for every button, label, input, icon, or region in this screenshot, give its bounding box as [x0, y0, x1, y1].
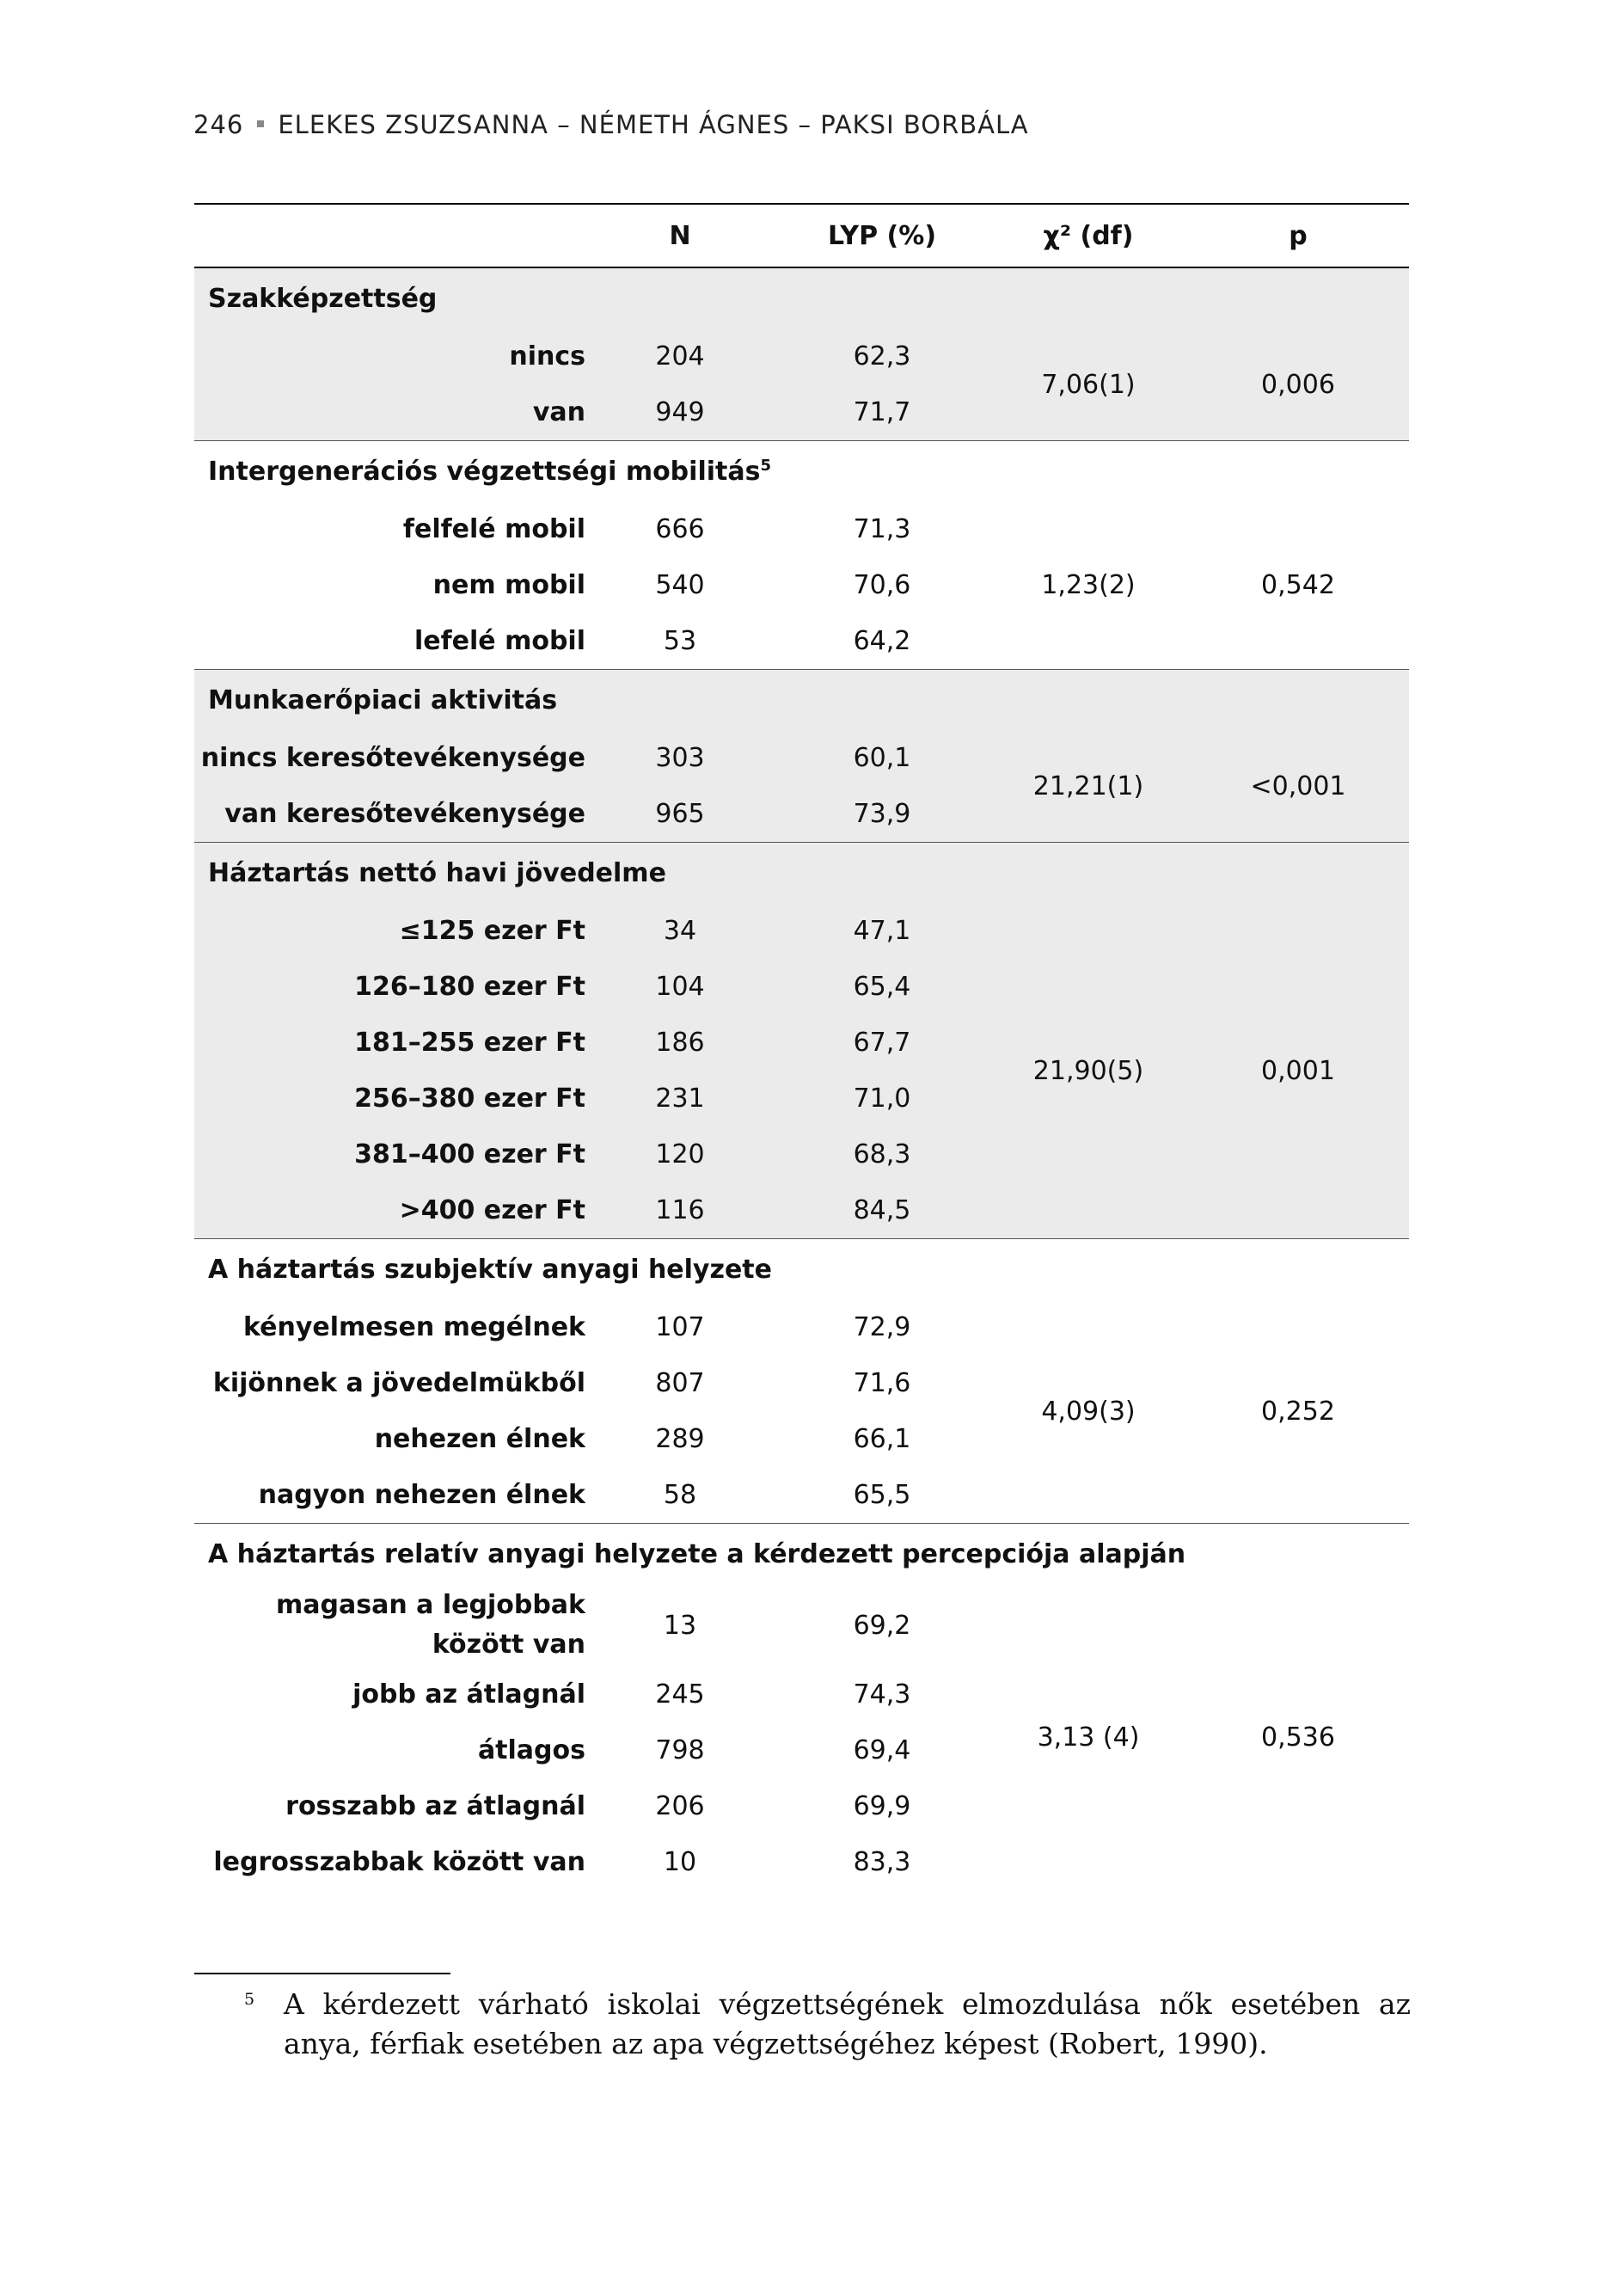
- group-title: [194, 1524, 1409, 1585]
- row-label-text: van: [532, 397, 585, 427]
- cell-n: 231: [585, 1071, 775, 1127]
- column-header-lyp: LYP (%): [827, 220, 937, 251]
- row-label-text: nincs: [509, 341, 585, 371]
- row-label: [194, 1834, 585, 1890]
- cell-n: 116: [585, 1182, 775, 1239]
- cell-lyp: 67,7: [775, 1015, 989, 1071]
- row-label-text: magasan a legjobbak: [276, 1590, 585, 1620]
- group-title-text: Munkaerőpiaci aktivitás: [208, 685, 558, 715]
- group-title-text: Szakképzettség: [208, 283, 438, 314]
- cell-chi-square: 21,90(5): [989, 903, 1187, 1239]
- cell-n: 107: [655, 1312, 705, 1342]
- column-header-n: N: [669, 220, 691, 251]
- row-label: [194, 1182, 585, 1239]
- cell-n: 206: [655, 1791, 705, 1821]
- footnote-reference: 5: [760, 456, 771, 475]
- cell-lyp: 70,6: [853, 570, 911, 600]
- column-header-label: [194, 204, 585, 267]
- cell-n: 666: [655, 514, 705, 544]
- row-label: [194, 1722, 585, 1778]
- cell-n: 120: [585, 1127, 775, 1182]
- cell-n: 58: [663, 1480, 697, 1510]
- cell-lyp: 69,9: [853, 1791, 911, 1821]
- table-row: [194, 1299, 1409, 1355]
- row-label-text: van keresőtevékenysége: [224, 799, 585, 829]
- cell-lyp: 72,9: [853, 1312, 911, 1342]
- row-label-text: jobb az átlagnál: [352, 1679, 585, 1710]
- row-label: [194, 557, 585, 613]
- results-table: [194, 203, 1409, 1890]
- cell-lyp: 66,1: [853, 1424, 911, 1454]
- cell-n: 186: [585, 1015, 775, 1071]
- cell-n: 104: [585, 959, 775, 1015]
- group-title-text: A háztartás szubjektív anyagi helyzete: [208, 1254, 772, 1285]
- table-row: [194, 328, 1409, 384]
- cell-chi-square: 4,09(3): [1041, 1396, 1136, 1427]
- cell-lyp: 71,7: [775, 384, 989, 441]
- row-label: [194, 1467, 585, 1524]
- row-label-text: 381–400 ezer Ft: [354, 1139, 585, 1169]
- cell-lyp: 71,3: [853, 514, 911, 544]
- group-title: [194, 670, 1409, 731]
- group-title: [194, 267, 1409, 328]
- cell-p-value: 0,006: [1187, 328, 1409, 441]
- group-title-row: [194, 1239, 1409, 1300]
- row-label-text: 126–180 ezer Ft: [354, 972, 585, 1002]
- row-label-text: nem mobil: [432, 570, 585, 600]
- row-label-text: 181–255 ezer Ft: [354, 1028, 585, 1058]
- separator-square-icon: [257, 120, 264, 127]
- row-label-text: 256–380 ezer Ft: [354, 1084, 585, 1114]
- cell-lyp: 64,2: [853, 626, 911, 656]
- cell-lyp: 65,4: [775, 959, 989, 1015]
- row-label-text: rosszabb az átlagnál: [285, 1791, 585, 1821]
- cell-p-value: 0,536: [1261, 1722, 1335, 1753]
- cell-lyp: 68,3: [775, 1127, 989, 1182]
- row-label: [194, 786, 585, 843]
- row-label: [194, 501, 585, 557]
- cell-n: 949: [585, 384, 775, 441]
- group-title: [194, 441, 1409, 502]
- row-label-text: lefelé mobil: [414, 626, 585, 656]
- group-title-row: [194, 441, 1409, 502]
- row-label-text: nehezen élnek: [374, 1424, 585, 1454]
- row-label-text: kényelmesen megélnek: [242, 1312, 585, 1342]
- group-title: [194, 843, 1409, 904]
- header-row: [194, 204, 1409, 267]
- cell-p-value: 0,252: [1261, 1396, 1335, 1427]
- row-label: [194, 1411, 585, 1467]
- row-label: [194, 328, 585, 384]
- row-label: [194, 1015, 585, 1071]
- table-group: [194, 670, 1409, 843]
- cell-n: 798: [655, 1735, 705, 1765]
- cell-n: 965: [585, 786, 775, 843]
- footnote-rule: [194, 1973, 450, 1974]
- page-number: 246: [193, 110, 244, 139]
- group-title-row: [194, 267, 1409, 328]
- cell-chi-square: 1,23(2): [1041, 570, 1136, 600]
- table-row: [194, 501, 1409, 557]
- cell-n: 204: [585, 328, 775, 384]
- cell-chi-square: 3,13 (4): [1037, 1722, 1140, 1753]
- row-label: [194, 613, 585, 670]
- group-title-row: [194, 843, 1409, 904]
- footnote: [194, 1985, 1411, 2064]
- row-label: [194, 1778, 585, 1834]
- cell-n: 53: [663, 626, 697, 656]
- cell-chi-square: 7,06(1): [989, 328, 1187, 441]
- cell-lyp: 47,1: [775, 903, 989, 959]
- footnote-mark: 5: [244, 1990, 255, 2009]
- cell-lyp: 73,9: [775, 786, 989, 843]
- row-label: [194, 384, 585, 441]
- group-title-text: A háztartás relatív anyagi helyzete a kérdezett percepciója alapján: [208, 1538, 1186, 1569]
- cell-chi-square: 21,21(1): [989, 730, 1187, 843]
- cell-p-value: <0,001: [1187, 730, 1409, 843]
- cell-n: 540: [655, 570, 705, 600]
- results-table-container: [194, 203, 1409, 1890]
- row-label: [194, 1584, 585, 1667]
- row-label: [194, 1071, 585, 1127]
- row-label: [194, 959, 585, 1015]
- cell-n: 303: [585, 730, 775, 786]
- row-label: [194, 1127, 585, 1182]
- row-label-text: nincs keresőtevékenysége: [200, 743, 585, 773]
- cell-lyp: 62,3: [775, 328, 989, 384]
- table-group: [194, 1524, 1409, 1891]
- table-row: [194, 1584, 1409, 1667]
- row-label: [194, 1667, 585, 1722]
- cell-n: 13: [663, 1610, 697, 1641]
- row-label-text: nagyon nehezen élnek: [258, 1480, 585, 1510]
- table-group: [194, 843, 1409, 1239]
- table-group: [194, 1239, 1409, 1524]
- row-label-text: >400 ezer Ft: [399, 1195, 585, 1225]
- cell-p-value: 0,542: [1261, 570, 1335, 600]
- row-label-text: ≤125 ezer Ft: [399, 916, 585, 946]
- cell-lyp: 69,4: [853, 1735, 911, 1765]
- cell-lyp: 74,3: [853, 1679, 911, 1710]
- column-header-p: p: [1289, 220, 1308, 251]
- cell-n: 289: [655, 1424, 705, 1454]
- group-title-row: [194, 1524, 1409, 1585]
- cell-lyp: 71,6: [853, 1368, 911, 1398]
- cell-n: 807: [655, 1368, 705, 1398]
- row-label: [194, 730, 585, 786]
- table-row: [194, 903, 1409, 959]
- table-header: [194, 204, 1409, 267]
- authors: ELEKES ZSUZSANNA – NÉMETH ÁGNES – PAKSI BORBÁLA: [278, 110, 1029, 139]
- column-header-chi: χ² (df): [1043, 220, 1134, 251]
- table-group: [194, 441, 1409, 670]
- cell-p-value: 0,001: [1187, 903, 1409, 1239]
- cell-n: 10: [663, 1847, 697, 1877]
- group-title-text: Háztartás nettó havi jövedelme: [208, 857, 666, 888]
- cell-lyp: 83,3: [853, 1847, 911, 1877]
- row-label: [194, 903, 585, 959]
- table-row: [194, 730, 1409, 786]
- group-title-text: Intergenerációs végzettségi mobilitás: [208, 456, 761, 487]
- group-title-row: [194, 670, 1409, 731]
- row-label-text: kijönnek a jövedelmükből: [212, 1368, 585, 1398]
- table-group: [194, 267, 1409, 441]
- cell-n: 245: [655, 1679, 705, 1710]
- cell-lyp: 60,1: [775, 730, 989, 786]
- row-label: [194, 1299, 585, 1355]
- cell-n: 34: [585, 903, 775, 959]
- row-label-text: legrosszabbak között van: [213, 1847, 585, 1877]
- row-label-text: felfelé mobil: [402, 514, 585, 544]
- cell-lyp: 69,2: [853, 1610, 911, 1641]
- cell-lyp: 65,5: [853, 1480, 911, 1510]
- cell-lyp: 84,5: [775, 1182, 989, 1239]
- row-label-text-line2: között van: [432, 1630, 585, 1660]
- row-label: [194, 1355, 585, 1411]
- row-label-text: átlagos: [477, 1735, 585, 1765]
- group-title: [194, 1239, 1409, 1300]
- footnote-text: A kérdezett várható iskolai végzettségének elmozdulása nők esetében az anya, férfiak esetében az apa végzettségéhez képest (Robert, 1990).: [284, 1987, 1411, 2060]
- cell-lyp: 71,0: [775, 1071, 989, 1127]
- running-head: [193, 110, 1029, 139]
